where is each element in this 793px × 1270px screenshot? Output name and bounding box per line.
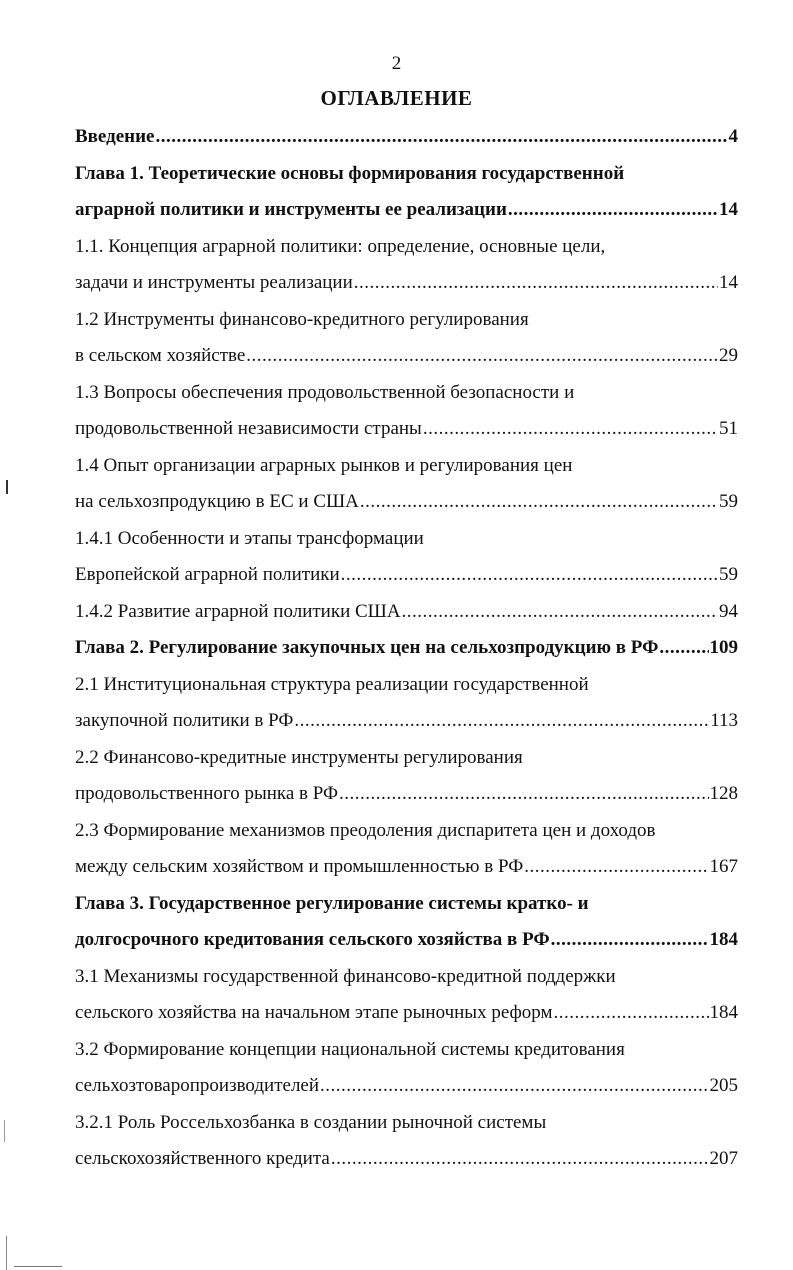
toc-entry-title: аграрной политики и инструменты ее реализации (75, 199, 507, 220)
toc-entry-last-line (75, 487, 738, 524)
toc-page-number: 14 (719, 272, 738, 293)
toc-entry-last-line (75, 706, 738, 743)
toc-entry-title: между сельским хозяйством и промышленностью в РФ (75, 856, 524, 877)
toc-entry-last-line (75, 268, 738, 305)
toc-entry-last-line (75, 414, 738, 451)
toc-entry-title: долгосрочного кредитования сельского хозяйства в РФ (75, 929, 550, 950)
toc-chapter-entry (75, 122, 738, 159)
toc-page-number: 128 (709, 783, 738, 804)
dot-leader (554, 998, 709, 1028)
toc-entry-title: задачи и инструменты реализации (75, 272, 353, 293)
table-of-contents (75, 122, 738, 1181)
toc-entry-title: сельского хозяйства на начальном этапе рыночных реформ (75, 1002, 553, 1023)
dot-leader (156, 122, 728, 152)
toc-entry-last-line (75, 195, 738, 232)
toc-page-number: 94 (719, 600, 738, 622)
toc-entry-last-line (75, 925, 738, 962)
toc-entry-line: 1.4.1 Особенности и этапы трансформации (75, 527, 424, 549)
scan-artifact (4, 1120, 5, 1142)
toc-page-number: 184 (709, 1002, 738, 1023)
toc-section-entry (75, 1035, 738, 1108)
toc-chapter-entry (75, 889, 738, 962)
toc-entry-line: 2.2 Финансово-кредитные инструменты регулирования (75, 746, 523, 768)
toc-entry-last-line (75, 1071, 738, 1108)
toc-page-number: 14 (719, 199, 738, 220)
toc-chapter-entry (75, 159, 738, 232)
toc-section-entry (75, 743, 738, 816)
dot-leader (331, 1144, 709, 1174)
toc-entry-title: продовольственной независимости страны (75, 418, 422, 439)
toc-entry-last-line (75, 122, 738, 159)
toc-section-entry (75, 524, 738, 597)
dot-leader (354, 268, 718, 298)
scan-artifact (14, 1266, 62, 1267)
toc-entry-line: 3.1 Механизмы государственной финансово-кредитной поддержки (75, 965, 616, 987)
toc-entry-title: на сельхозпродукцию в ЕС и США (75, 491, 359, 512)
toc-section-entry (75, 816, 738, 889)
toc-page-number: 167 (709, 856, 738, 877)
toc-entry-title: в сельском хозяйстве (75, 345, 246, 366)
toc-page-number: 205 (709, 1075, 738, 1096)
toc-entry-last-line (75, 779, 738, 816)
toc-page-number: 29 (719, 345, 738, 366)
dot-leader (423, 414, 718, 444)
dot-leader (246, 341, 718, 371)
toc-entry-line: 2.1 Институциональная структура реализации государственной (75, 673, 589, 695)
toc-chapter-entry (75, 633, 738, 670)
toc-entry-last-line (75, 597, 738, 634)
toc-entry-line: 1.3 Вопросы обеспечения продовольственной безопасности и (75, 381, 575, 403)
toc-entry-line: 2.3 Формирование механизмов преодоления диспаритета цен и доходов (75, 819, 656, 841)
toc-section-entry (75, 232, 738, 305)
toc-page-number: 51 (719, 418, 738, 439)
toc-entry-last-line (75, 633, 738, 670)
toc-page-number: 113 (710, 710, 738, 731)
toc-page-number: 4 (728, 126, 738, 147)
toc-entry-last-line (75, 560, 738, 597)
toc-section-entry (75, 378, 738, 451)
dot-leader (551, 925, 709, 955)
toc-entry-title: сельскохозяйственного кредита (75, 1148, 330, 1169)
toc-page-number: 59 (719, 564, 738, 585)
toc-page-number: 59 (719, 491, 738, 512)
toc-entry-line: Глава 1. Теоретические основы формирования государственной (75, 162, 625, 184)
toc-section-entry (75, 597, 738, 634)
toc-entry-last-line (75, 998, 738, 1035)
dot-leader (360, 487, 718, 517)
dot-leader (508, 195, 718, 225)
toc-entry-line: 1.4 Опыт организации аграрных рынков и регулирования цен (75, 454, 573, 476)
page-title: ОГЛАВЛЕНИЕ (320, 86, 473, 110)
scan-artifact (6, 480, 8, 494)
dot-leader (524, 852, 708, 882)
toc-entry-title: сельхозтоваропроизводителей (75, 1075, 320, 1096)
dot-leader (341, 560, 718, 590)
toc-section-entry (75, 962, 738, 1035)
scan-artifact (6, 1236, 7, 1270)
toc-entry-line: 1.2 Инструменты финансово-кредитного регулирования (75, 308, 529, 330)
toc-entry-line: 3.2 Формирование концепции национальной системы кредитования (75, 1038, 625, 1060)
toc-entry-title: Европейской аграрной политики (75, 564, 340, 585)
toc-section-entry (75, 451, 738, 524)
toc-entry-title: Глава 2. Регулирование закупочных цен на сельхозпродукцию в РФ (75, 637, 659, 658)
toc-page-number: 207 (709, 1148, 738, 1169)
toc-entry-title: 1.4.2 Развитие аграрной политики США (75, 600, 401, 622)
dot-leader (320, 1071, 708, 1101)
dot-leader (339, 779, 709, 809)
toc-entry-title: Введение (75, 126, 155, 147)
dot-leader (659, 633, 708, 663)
dot-leader (294, 706, 709, 736)
toc-entry-last-line (75, 341, 738, 378)
toc-entry-title: закупочной политики в РФ (75, 710, 294, 731)
page-number: 2 (391, 53, 402, 74)
toc-section-entry (75, 305, 738, 378)
toc-page-number: 184 (709, 929, 738, 950)
toc-entry-last-line (75, 852, 738, 889)
toc-entry-line: 3.2.1 Роль Россельхозбанка в создании рыночной системы (75, 1111, 547, 1133)
toc-entry-title: продовольственного рынка в РФ (75, 783, 338, 804)
dot-leader (402, 597, 718, 627)
toc-entry-line: 1.1. Концепция аграрной политики: определение, основные цели, (75, 235, 606, 257)
toc-section-entry (75, 670, 738, 743)
toc-entry-line: Глава 3. Государственное регулирование системы кратко- и (75, 892, 589, 914)
toc-section-entry (75, 1108, 738, 1181)
toc-entry-last-line (75, 1144, 738, 1181)
toc-page-number: 109 (709, 637, 738, 658)
